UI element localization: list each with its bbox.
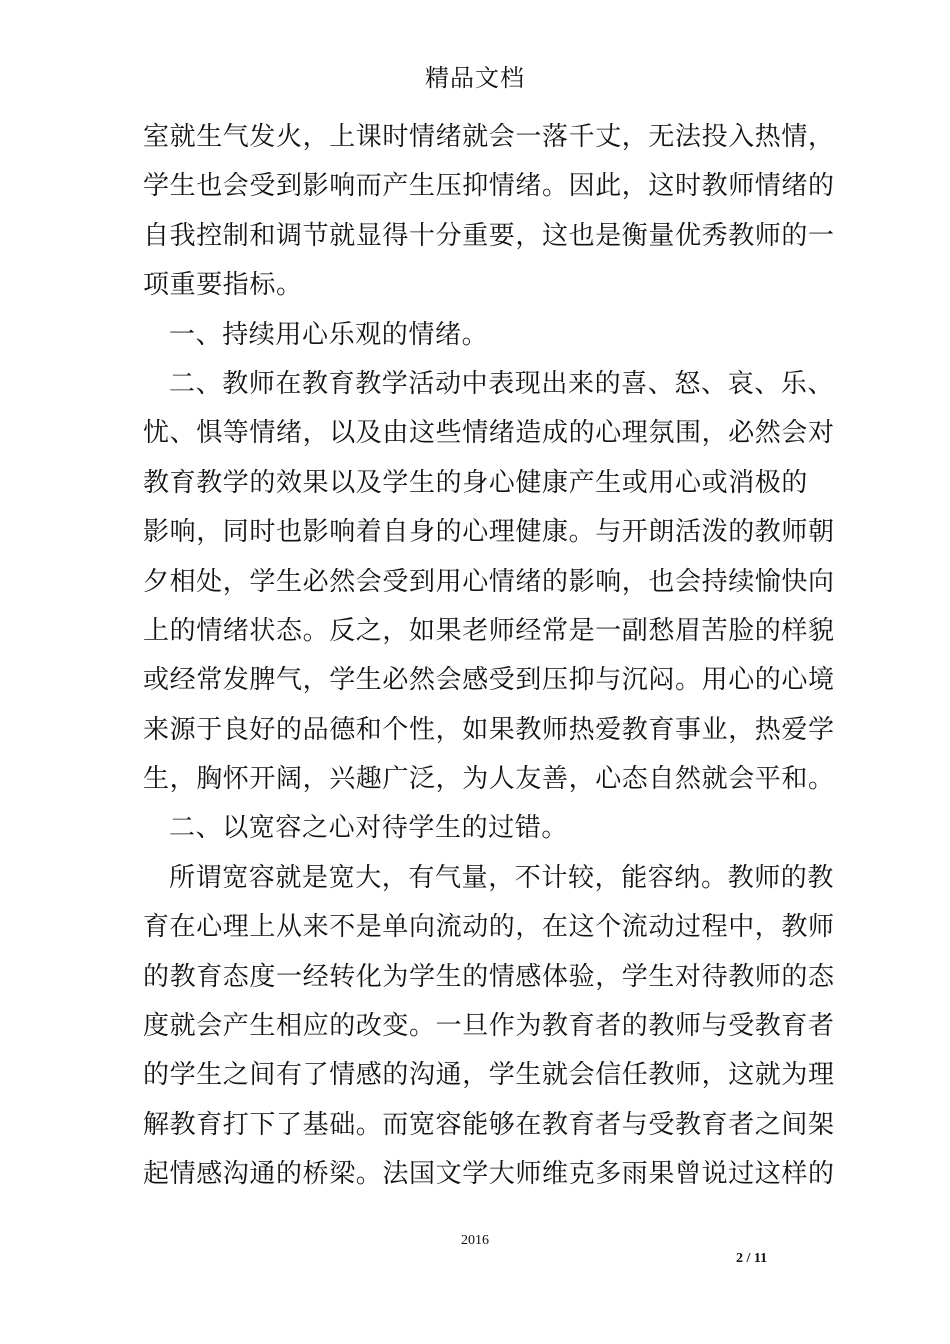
text-line: 室就生气发火，上课时情绪就会一落千丈，无法投入热情， (143, 122, 835, 152)
text-line: 来源于良好的品德和个性，如果教师热爱教育事业，热爱学 (143, 714, 835, 745)
text-line: 起情感沟通的桥梁。法国文学大师维克多雨果曾说过这样的 (143, 1159, 835, 1190)
text-line: 学生也会受到影响而产生压抑情绪。因此，这时教师情绪的 (143, 171, 835, 202)
text-line: 的教育态度一经转化为学生的情感体验，学生对待教师的态 (143, 961, 835, 992)
text-line: 影响，同时也影响着自身的心理健康。与开朗活泼的教师朝 (143, 517, 835, 548)
footer-year: 2016 (461, 1233, 489, 1248)
text-line: 或经常发脾气，学生必然会感受到压抑与沉闷。用心的心境 (143, 665, 835, 696)
text-line: 的学生之间有了情感的沟通，学生就会信任教师，这就为理 (143, 1060, 835, 1091)
text-line: 忧、惧等情绪，以及由这些情绪造成的心理氛围，必然会对 (143, 418, 835, 449)
text-line: 项重要指标。 (143, 270, 303, 301)
page-number: 2 / 11 (736, 1251, 768, 1266)
text-line: 生，胸怀开阔，兴趣广泛，为人友善，心态自然就会平和。 (143, 764, 835, 795)
text-line: 解教育打下了基础。而宽容能够在教育者与受教育者之间架 (143, 1109, 835, 1140)
paragraph-first-line: 所谓宽容就是宽大，有气量，不计较，能容纳。教师的教 (169, 862, 835, 893)
text-line: 上的情绪状态。反之，如果老师经常是一副愁眉苦脸的样貌 (143, 615, 835, 646)
page-header-title: 精品文档 (425, 64, 525, 92)
text-line: 夕相处，学生必然会受到用心情绪的影响，也会持续愉快向 (143, 566, 835, 597)
text-line: 育在心理上从来不是单向流动的，在这个流动过程中，教师 (143, 912, 835, 943)
paragraph-first-line: 二、教师在教育教学活动中表现出来的喜、怒、哀、乐、 (169, 368, 835, 399)
body-text (143, 113, 843, 1200)
text-line: 度就会产生相应的改变。一旦作为教育者的教师与受教育者 (143, 1011, 835, 1042)
text-line: 自我控制和调节就显得十分重要，这也是衡量优秀教师的一 (143, 220, 835, 251)
section-heading: 一、持续用心乐观的情绪。 (169, 319, 489, 350)
text-line: 教育教学的效果以及学生的身心健康产生或用心或消极的 (143, 467, 809, 498)
section-heading: 二、以宽容之心对待学生的过错。 (169, 813, 569, 844)
